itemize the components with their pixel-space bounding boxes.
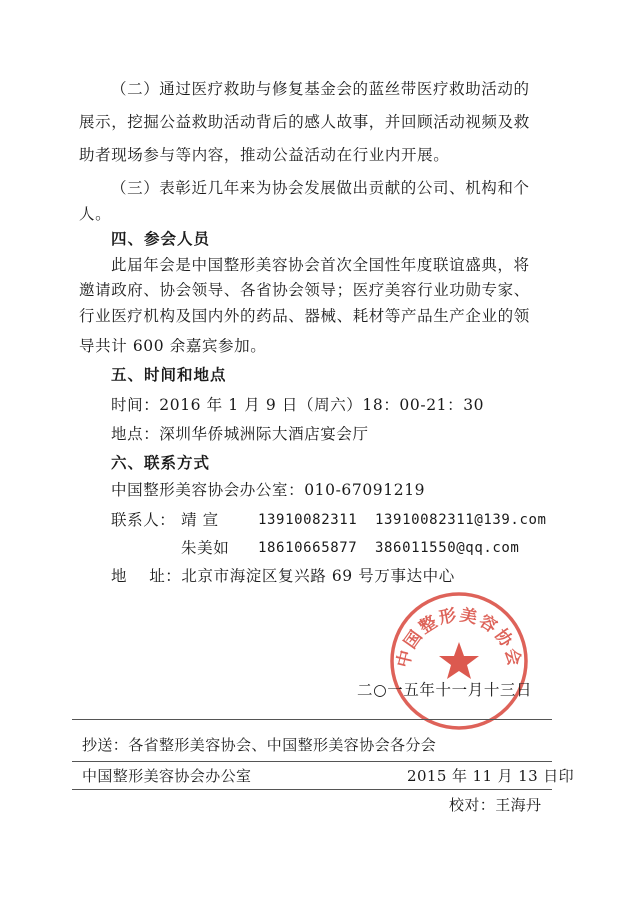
footer-rule-top <box>72 719 552 720</box>
section4-line1: 此届年会是中国整形美容协会首次全国性年度联谊盛典，将 <box>111 256 530 274</box>
signature-date: 二○一五年十一月十三日 <box>357 681 533 699</box>
footer-rule-bottom <box>72 789 552 790</box>
item3-line2: 人。 <box>79 205 112 223</box>
contact-2-name: 朱美如 <box>181 539 230 557</box>
place-line: 地点：深圳华侨城洲际大酒店宴会厅 <box>111 425 369 443</box>
contact-2-email: 386011550@qq.com <box>375 540 520 556</box>
contact-1-name: 靖 宣 <box>181 511 219 529</box>
item2-line2: 展示，挖掘公益救助活动背后的感人故事，并回顾活动视频及救 <box>79 113 530 131</box>
footer-rule-middle <box>72 761 552 762</box>
contact-2-phone: 18610665877 <box>258 540 358 556</box>
section4-line4: 导共计 600 余嘉宾参加。 <box>79 337 267 355</box>
section6-heading: 六、联系方式 <box>111 454 211 472</box>
print-date-line: 2015 年 11 月 13 日印 <box>407 767 574 785</box>
office-phone-line: 中国整形美容协会办公室：010-67091219 <box>111 481 426 499</box>
section4-line2: 邀请政府、协会领导、各省协会领导；医疗美容行业功勋专家、 <box>79 281 530 299</box>
proofreader-line: 校对：王海丹 <box>449 796 542 814</box>
cc-line: 抄送：各省整形美容协会、中国整形美容协会各分会 <box>82 736 437 754</box>
contact-label: 联系人： <box>111 511 176 529</box>
contact-1-email: 13910082311@139.com <box>375 512 547 528</box>
official-seal-stamp <box>388 590 530 732</box>
item3-line1: （三）表彰近几年来为协会发展做出贡献的公司、机构和个 <box>111 179 530 197</box>
address-line: 地 址：北京市海淀区复兴路 69 号万事达中心 <box>111 567 455 585</box>
item2-line1: （二）通过医疗救助与修复基金会的蓝丝带医疗救助活动的 <box>111 80 530 98</box>
section4-line3: 行业医疗机构及国内外的药品、器械、耗材等产品生产企业的领 <box>79 307 530 325</box>
svg-text:中国整形美容协会: 中国整形美容协会 <box>393 605 525 670</box>
time-line: 时间：2016 年 1 月 9 日（周六）18：00-21：30 <box>111 396 485 414</box>
section5-heading: 五、时间和地点 <box>111 366 227 384</box>
contact-1-phone: 13910082311 <box>258 512 358 528</box>
section4-heading: 四、参会人员 <box>111 230 211 248</box>
issuer-line: 中国整形美容协会办公室 <box>82 767 252 785</box>
item2-line3: 助者现场参与等内容，推动公益活动在行业内开展。 <box>79 146 450 164</box>
